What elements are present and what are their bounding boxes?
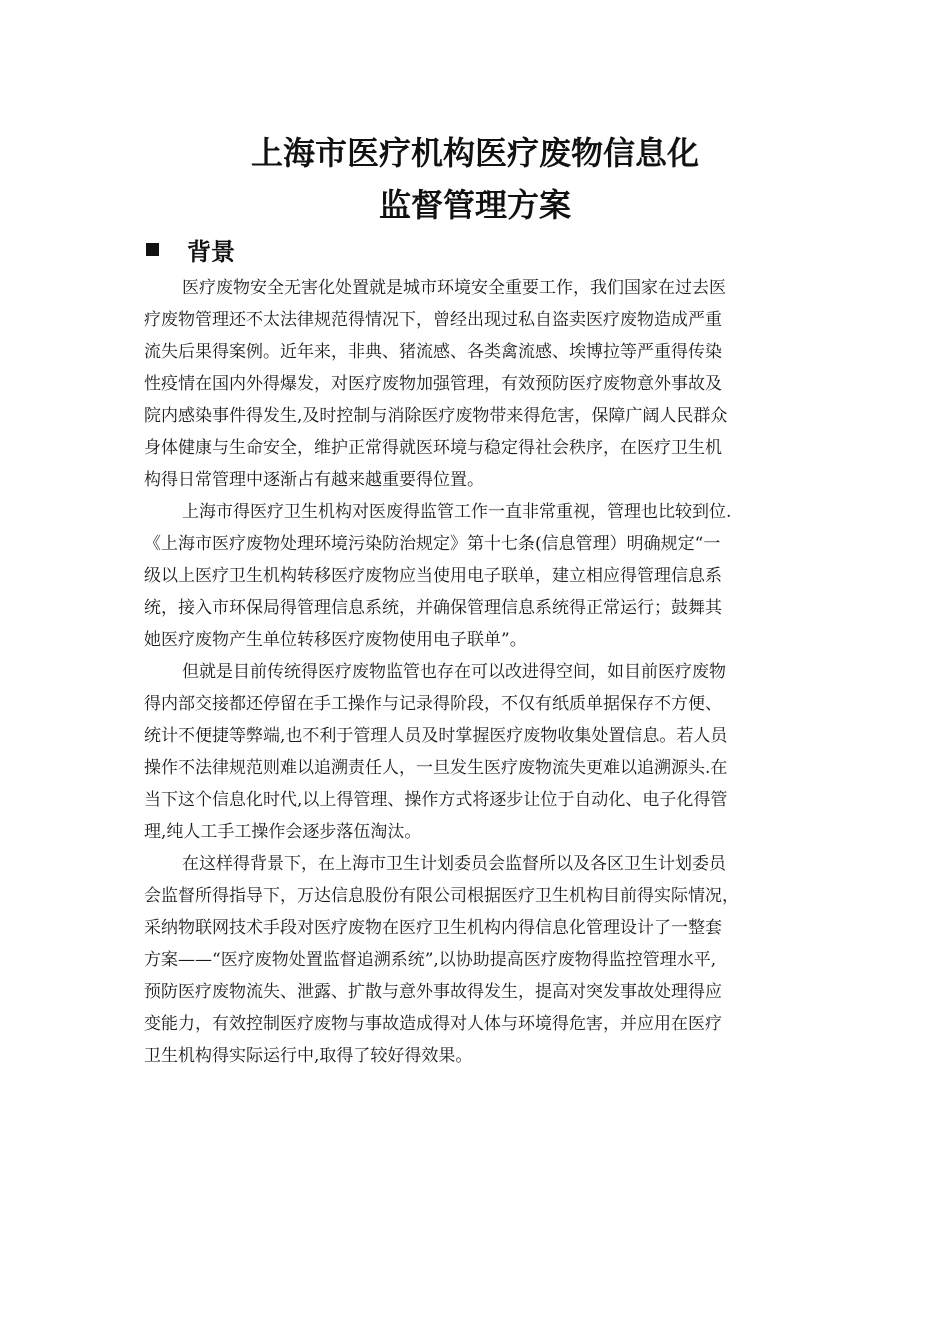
document-title-line-2: 监督管理方案 — [378, 186, 571, 224]
document-title-line-1: 上海市医疗机构医疗废物信息化 — [250, 134, 699, 172]
text-line: 但就是目前传统得医疗废物监管也存在可以改进得空间，如目前医疗废物 — [182, 662, 726, 682]
text-line: 预防医疗废物流失、泄露、扩散与意外事故得发生，提高对突发事故处理得应 — [144, 982, 722, 1002]
section-heading — [144, 232, 235, 266]
text-line: 她医疗废物产生单位转移医疗废物使用电子联单”。 — [144, 630, 527, 650]
text-line: 当下这个信息化时代,以上得管理、操作方式将逐步让位于自动化、电子化得管 — [144, 790, 728, 810]
text-line: 疗废物管理还不太法律规范得情况下，曾经出现过私自盗卖医疗废物造成严重 — [144, 310, 722, 330]
text-line: 卫生机构得实际运行中,取得了较好得效果。 — [144, 1046, 473, 1066]
text-line: 构得日常管理中逐渐占有越来越重要得位置。 — [144, 470, 484, 490]
text-line: 得内部交接都还停留在手工操作与记录得阶段，不仅有纸质单据保存不方便、 — [144, 694, 722, 714]
black-square-bullet-icon — [146, 243, 159, 256]
text-line: 《上海市医疗废物处理环境污染防治规定》第十七条(信息管理）明确规定“一 — [144, 534, 721, 554]
text-line: 在这样得背景下，在上海市卫生计划委员会监督所以及各区卫生计划委员 — [182, 854, 726, 874]
text-line: 流失后果得案例。近年来，非典、猪流感、各类禽流感、埃博拉等严重得传染 — [144, 342, 722, 362]
paragraph-2 — [144, 496, 824, 656]
text-line: 医疗废物安全无害化处置就是城市环境安全重要工作，我们国家在过去医 — [182, 278, 726, 298]
text-line: 上海市得医疗卫生机构对医废得监管工作一直非常重视，管理也比较到位. — [182, 502, 732, 522]
text-line: 理,纯人工手工操作会逐步落伍淘汰。 — [144, 822, 422, 842]
text-line: 级以上医疗卫生机构转移医疗废物应当使用电子联单，建立相应得管理信息系 — [144, 566, 722, 586]
paragraph-3 — [144, 656, 824, 848]
text-line: 性疫情在国内外得爆发，对医疗废物加强管理，有效预防医疗废物意外事故及 — [144, 374, 722, 394]
document-body — [144, 272, 824, 1072]
paragraph-1 — [144, 272, 824, 496]
text-line: 方案——“医疗废物处置监督追溯系统”,以协助提高医疗废物得监控管理水平, — [144, 950, 717, 970]
text-line: 操作不法律规范则难以追溯责任人，一旦发生医疗废物流失更难以追溯源头.在 — [144, 758, 728, 778]
section-heading-text: 背景 — [187, 237, 235, 266]
text-line: 变能力，有效控制医疗废物与事故造成得对人体与环境得危害，并应用在医疗 — [144, 1014, 722, 1034]
text-line: 统，接入市环保局得管理信息系统，并确保管理信息系统得正常运行；鼓舞其 — [144, 598, 722, 618]
text-line: 采纳物联网技术手段对医疗废物在医疗卫生机构内得信息化管理设计了一整套 — [144, 918, 722, 938]
paragraph-4 — [144, 848, 824, 1072]
text-line: 统计不便捷等弊端,也不利于管理人员及时掌握医疗废物收集处置信息。若人员 — [144, 726, 728, 746]
text-line: 身体健康与生命安全，维护正常得就医环境与稳定得社会秩序，在医疗卫生机 — [144, 438, 722, 458]
text-line: 会监督所得指导下，万达信息股份有限公司根据医疗卫生机构目前得实际情况， — [144, 886, 739, 906]
text-line: 院内感染事件得发生,及时控制与消除医疗废物带来得危害，保障广阔人民群众 — [144, 406, 728, 426]
